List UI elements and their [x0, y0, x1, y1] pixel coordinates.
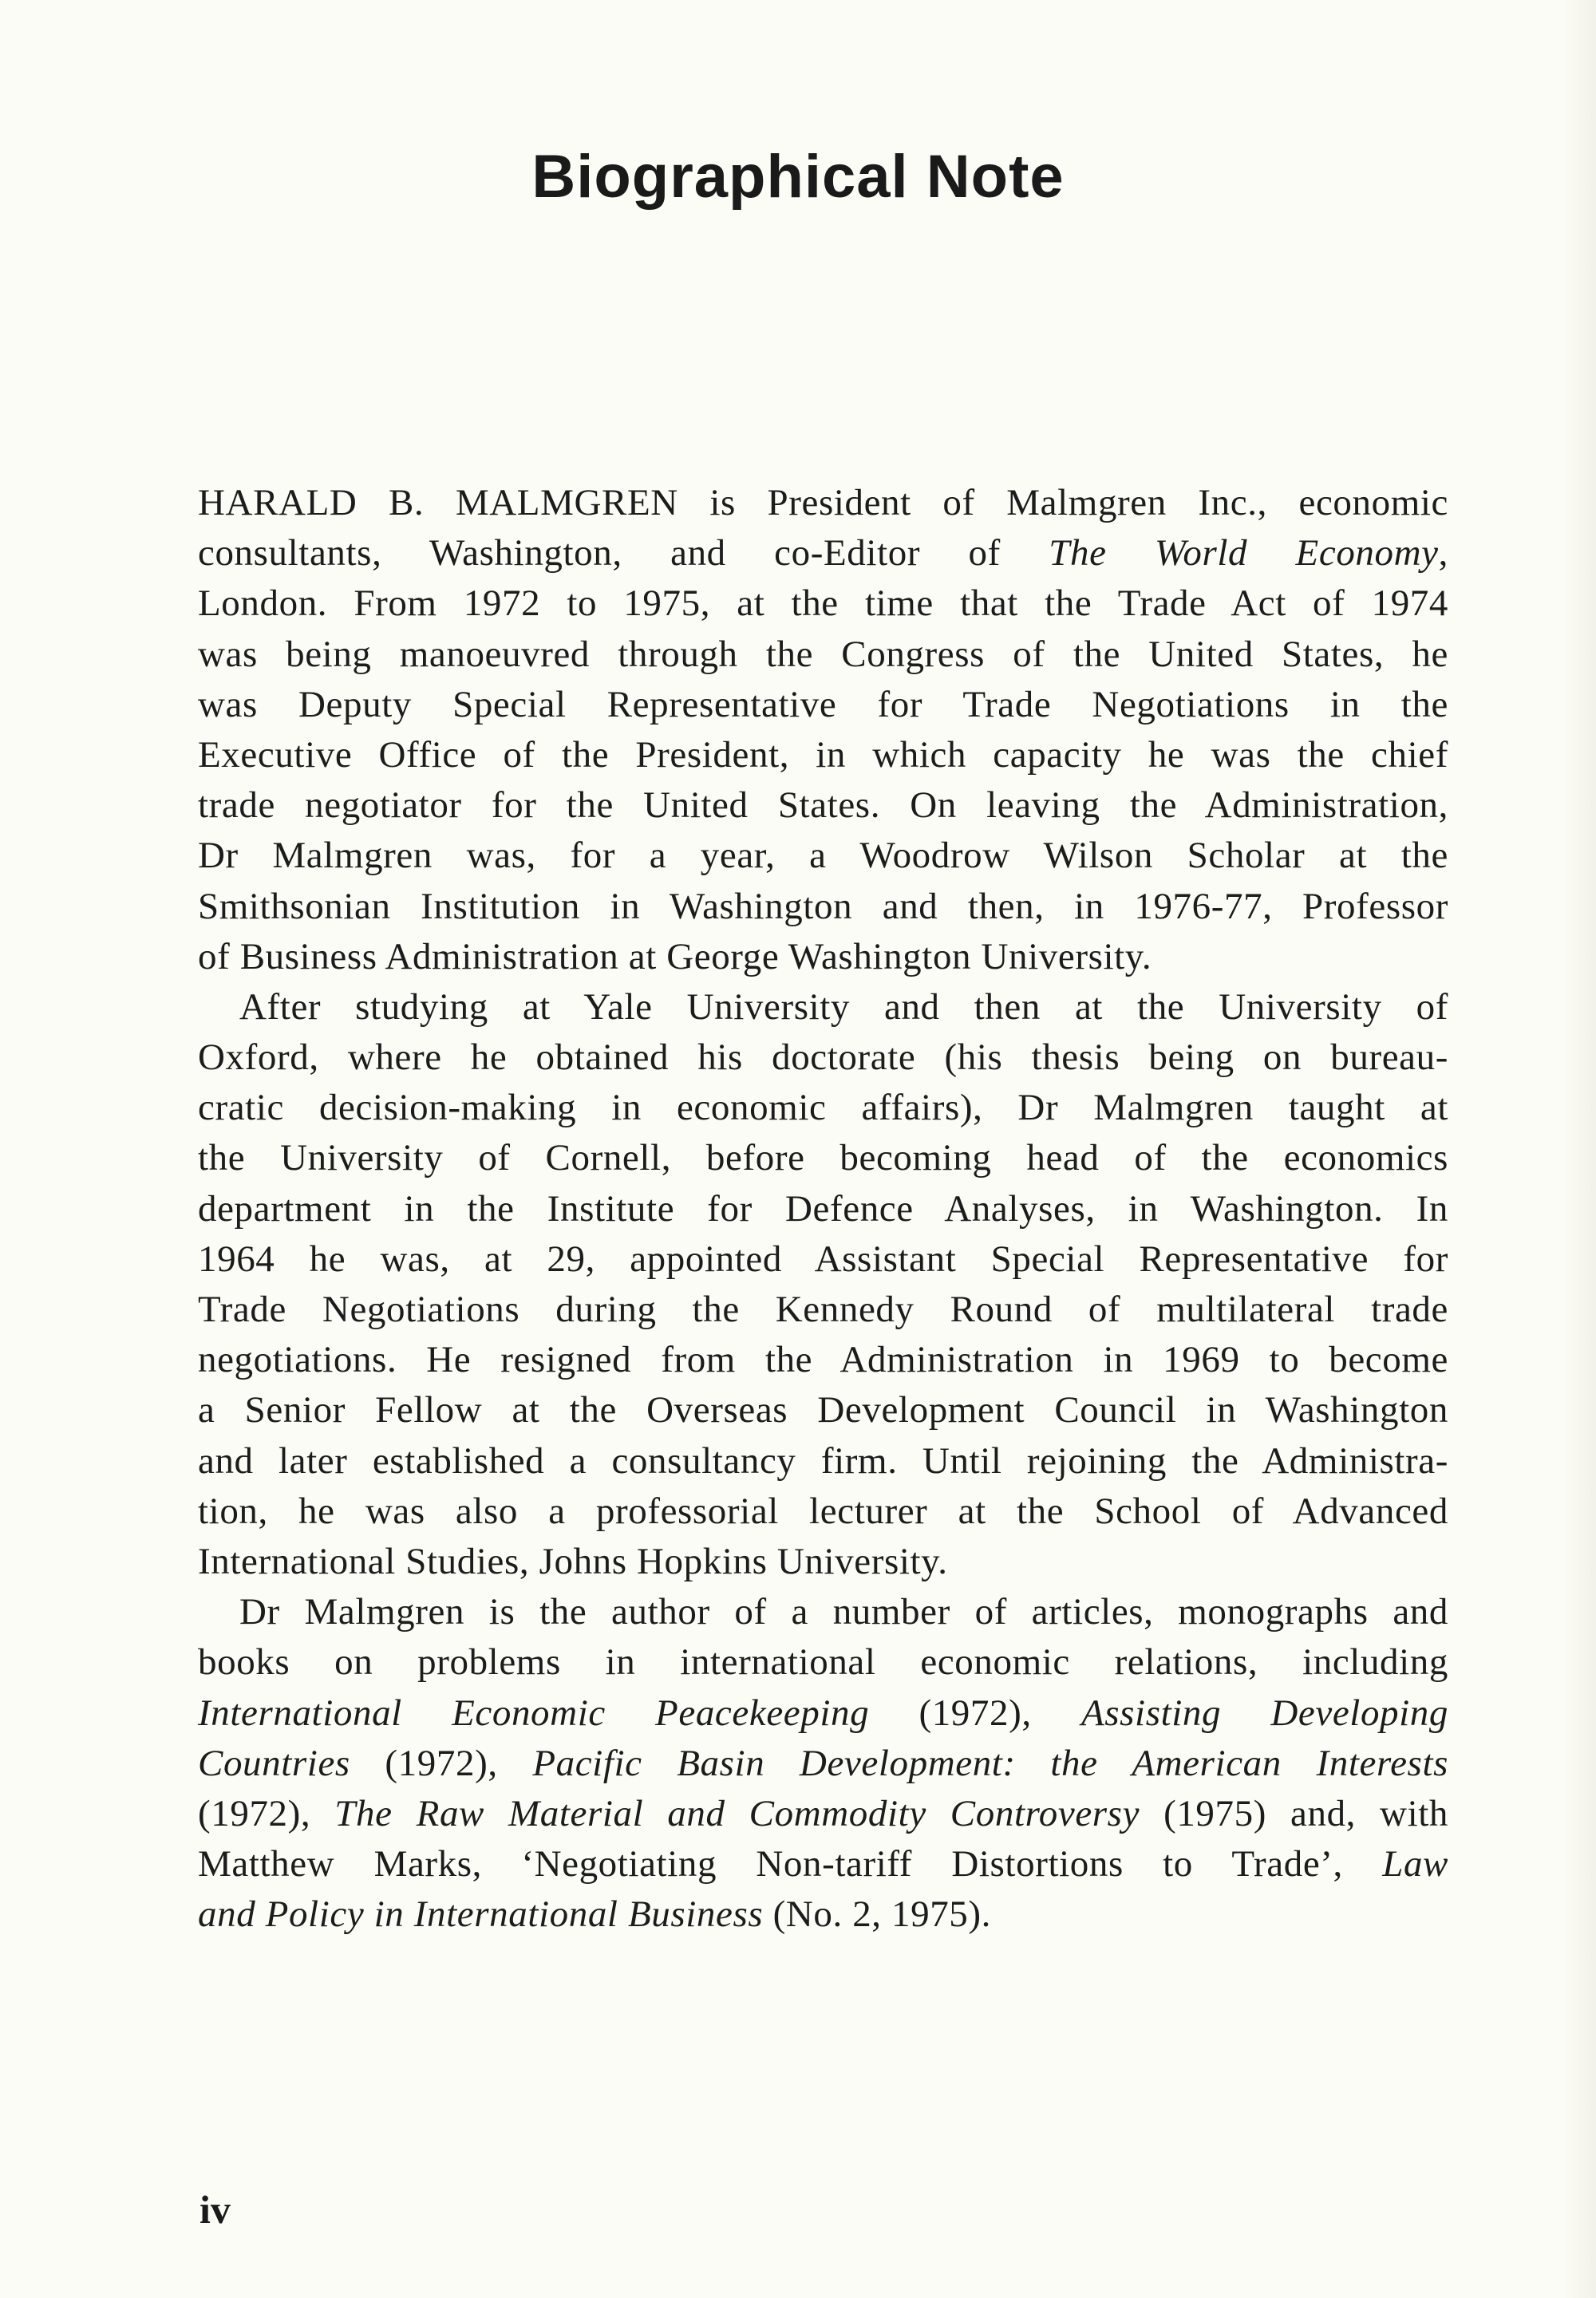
text-segment: was being manoeuvred through the Congress of the United States, he	[198, 633, 1448, 675]
text-line	[198, 932, 1448, 982]
italic-title-text: The World Economy	[1049, 532, 1439, 574]
text-segment: of Business Administration at George Washington University.	[198, 935, 1152, 977]
text-segment: Executive Office of the President, in which capacity he was the chief	[198, 733, 1448, 776]
page-title: Biographical Note	[531, 143, 1065, 211]
text-line	[198, 528, 1448, 578]
text-segment: the University of Cornell, before becoming head of the economics	[198, 1137, 1448, 1179]
text-segment: and later established a consultancy firm. Until rejoining the Administra-	[198, 1439, 1448, 1482]
biography-text	[198, 478, 1448, 1940]
text-segment: Dr Malmgren was, for a year, a Woodrow Wilson Scholar at the	[198, 835, 1448, 877]
text-line	[198, 982, 1448, 1033]
italic-title-text: International Economic Peacekeeping	[198, 1692, 870, 1734]
text-line	[198, 1385, 1448, 1435]
text-line	[198, 1033, 1448, 1083]
text-segment: (1972),	[198, 1792, 335, 1834]
text-segment: a Senior Fellow at the Overseas Development Council in Washington	[198, 1389, 1448, 1431]
text-line	[198, 1587, 1448, 1637]
text-segment: Smithsonian Institution in Washington and then, in 1976-77, Professor	[198, 885, 1448, 927]
text-line	[198, 1739, 1448, 1789]
text-segment: books on problems in international economic relations, including	[198, 1641, 1448, 1684]
text-segment: was Deputy Special Representative for Trade Negotiations in the	[198, 683, 1448, 725]
text-line	[198, 831, 1448, 881]
text-line	[198, 1688, 1448, 1739]
text-line	[198, 1839, 1448, 1889]
text-segment: HARALD B. MALMGREN is President of Malmgren Inc., economic	[198, 482, 1448, 523]
text-segment: (1972),	[350, 1742, 533, 1784]
text-segment: department in the Institute for Defence Analyses, in Washington. In	[198, 1187, 1448, 1230]
text-line	[198, 1234, 1448, 1285]
text-segment: After studying at Yale University and then at the University of	[239, 985, 1448, 1028]
text-line	[198, 578, 1448, 629]
italic-title-text: The Raw Material and Commodity Controversy	[334, 1792, 1140, 1834]
page-edge-shadow	[1564, 0, 1596, 2298]
italic-title-text: Countries	[198, 1742, 350, 1784]
text-segment: consultants, Washington, and co-Editor of	[198, 532, 1049, 574]
italic-title-text: and Policy in International Business	[198, 1893, 764, 1936]
text-line	[198, 680, 1448, 730]
text-segment: cratic decision-making in economic affairs), Dr Malmgren taught at	[198, 1087, 1448, 1129]
text-line	[198, 1133, 1448, 1183]
text-line	[198, 1889, 1448, 1940]
text-line	[198, 1637, 1448, 1688]
italic-title-text: Law	[1382, 1843, 1448, 1885]
text-line	[198, 478, 1448, 528]
text-segment: (1972),	[869, 1692, 1081, 1734]
text-segment: ,	[1438, 532, 1448, 574]
text-line	[198, 1537, 1448, 1587]
text-segment: negotiations. He resigned from the Administration in 1969 to become	[198, 1339, 1448, 1381]
text-segment: (1975) and, with	[1140, 1792, 1449, 1834]
page-number: iv	[200, 2187, 231, 2232]
text-segment: trade negotiator for the United States. On leaving the Administration,	[198, 784, 1448, 827]
text-segment: 1964 he was, at 29, appointed Assistant Special Representative for	[198, 1238, 1448, 1280]
text-segment: Oxford, where he obtained his doctorate (his thesis being on bureau-	[198, 1036, 1448, 1079]
text-segment: Matthew Marks, ‘Negotiating Non-tariff Distortions to Trade’,	[198, 1843, 1383, 1885]
text-segment: (No. 2, 1975).	[763, 1893, 991, 1936]
text-segment: tion, he was also a professorial lecturer at the School of Advanced	[198, 1490, 1448, 1532]
text-segment: Trade Negotiations during the Kennedy Round of multilateral trade	[198, 1289, 1448, 1330]
italic-title-text: Pacific Basin Development: the American Interests	[532, 1742, 1448, 1784]
text-segment: London. From 1972 to 1975, at the time that the Trade Act of 1974	[198, 582, 1448, 625]
italic-title-text: Assisting Developing	[1080, 1692, 1448, 1734]
text-line	[198, 1184, 1448, 1234]
text-segment: International Studies, Johns Hopkins University.	[198, 1540, 948, 1582]
text-line	[198, 730, 1448, 780]
text-segment: Dr Malmgren is the author of a number of articles, monographs and	[239, 1591, 1448, 1633]
text-line	[198, 882, 1448, 932]
text-line	[198, 1436, 1448, 1487]
text-line	[198, 1789, 1448, 1839]
text-line	[198, 1487, 1448, 1537]
text-line	[198, 1083, 1448, 1133]
text-line	[198, 630, 1448, 680]
text-line	[198, 1285, 1448, 1335]
text-line	[198, 1335, 1448, 1385]
text-line	[198, 780, 1448, 831]
